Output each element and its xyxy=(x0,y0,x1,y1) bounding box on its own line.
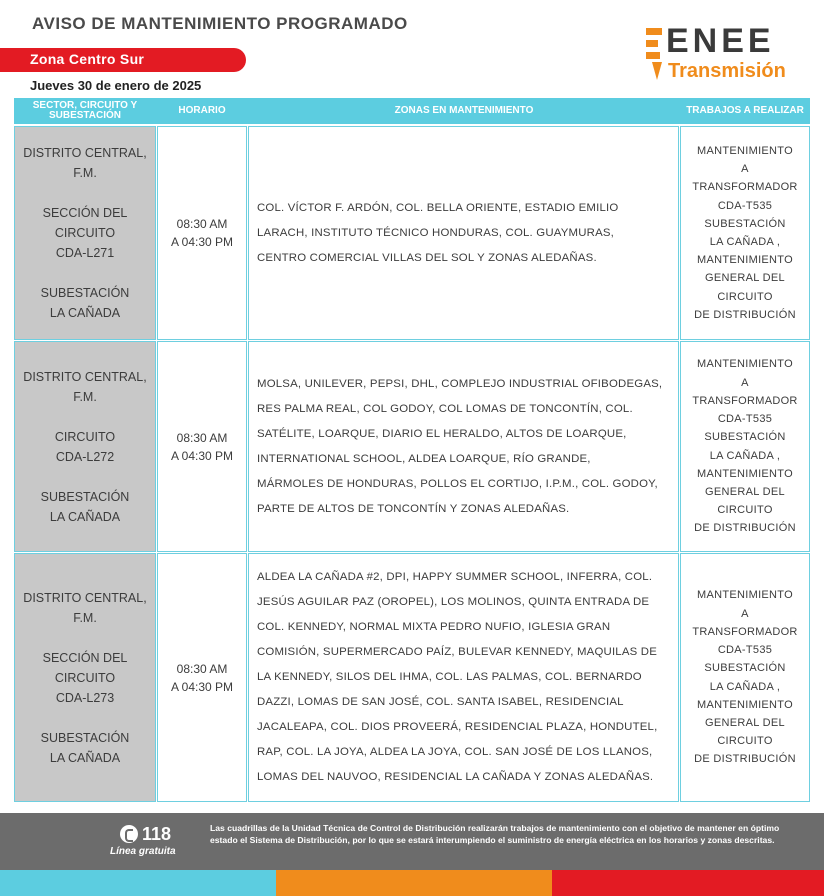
header-zonas: ZONAS EN MANTENIMIENTO xyxy=(394,105,534,116)
enee-logo xyxy=(646,22,806,86)
stripe-red xyxy=(552,870,824,896)
phone-icon xyxy=(120,825,138,843)
hotline-number: 118 xyxy=(142,824,172,844)
row-1-work: MANTENIMIENTO A TRANSFORMADOR CDA-T535 SUBESTACIÓN LA CAÑADA , MANTENIMIENTO GENERAL DEL CIRCUITO DE DISTRIBUCIÓN xyxy=(680,126,810,340)
logo-sub: Transmisión xyxy=(668,60,786,82)
footer-note: Las cuadrillas de la Unidad Técnica de Control de Distribución realizarán trabajos de mantenimiento con el objetivo de mantener en óptimo estado el Sistema de Distribución, por lo que se estará interumpiendo el suministro de energía eléctrica en los horarios y zonas descritas. xyxy=(210,823,780,845)
header-trabajos: TRABAJOS A REALIZAR xyxy=(686,105,804,116)
row-1-sector: DISTRITO CENTRAL, F.M. SECCIÓN DEL CIRCUITO CDA-L271 SUBESTACIÓN LA CAÑADA xyxy=(14,126,156,340)
notice-title: AVISO DE MANTENIMIENTO PROGRAMADO xyxy=(32,14,408,33)
row-1-hour: 08:30 AM A 04:30 PM xyxy=(157,126,247,340)
stripe-cyan xyxy=(0,870,276,896)
stripe-orange xyxy=(276,870,552,896)
row-2-hour: 08:30 AM A 04:30 PM xyxy=(157,341,247,552)
row-3-zones: ALDEA LA CAÑADA #2, DPI, HAPPY SUMMER SCHOOL, INFERRA, COL. JESÚS AGUILAR PAZ (OROPEL), LOS MOLINOS, QUINTA ENTRADA DE COL. KENNEDY, NORMAL MIXTA PEDRO NUFIO, IGLESIA GRAN COMISIÓN, SUPERMERCADO PAÍZ, BULEVAR KENNEDY, MAQUILAS DE LA KENNEDY, SILOS DEL IHMA, COL. LAS PALMAS, COL. BERNARDO DAZZI, LOMAS DE SAN JOSÉ, COL. SANTA ISABEL, RESIDENCIAL JACALEAPA, COL. DIOS PROVEERÁ, RESIDENCIAL PLAZA, HONDUTEL, RAP, COL. LA JOYA, ALDEA LA JOYA, COL. SAN JOSÉ DE LOS LLANOS, LOMAS DEL NAUVOO, RESIDENCIAL LA CAÑADA Y ZONAS ALEDAÑAS. xyxy=(248,553,679,802)
zone-label: Zona Centro Sur xyxy=(30,51,145,67)
table-header xyxy=(14,98,810,124)
lightning-icon xyxy=(646,28,664,80)
row-2-work: MANTENIMIENTO A TRANSFORMADOR CDA-T535 SUBESTACIÓN LA CAÑADA , MANTENIMIENTO GENERAL DEL CIRCUITO DE DISTRIBUCIÓN xyxy=(680,341,810,552)
logo-brand: ENEE xyxy=(666,22,775,60)
header-sector: SECTOR, CIRCUITO Y SUBESTACIÓN xyxy=(32,100,138,121)
hotline-label: Línea gratuita xyxy=(110,846,176,857)
row-2-zones: MOLSA, UNILEVER, PEPSI, DHL, COMPLEJO INDUSTRIAL OFIBODEGAS, RES PALMA REAL, COL GODOY, COL LOMAS DE TONCONTÍN, COL. SATÉLITE, LOARQUE, DIARIO EL HERALDO, ALTOS DE LOARQUE, INTERNATIONAL SCHOOL, ALDEA LOARQUE, RÍO GRANDE, MÁRMOLES DE HONDURAS, POLLOS EL CORTIJO, I.P.M., COL. GODOY, PARTE DE ALTOS DE TONCONTÍN Y ZONAS ALEDAÑAS. xyxy=(248,341,679,552)
row-1-zones: COL. VÍCTOR F. ARDÓN, COL. BELLA ORIENTE, ESTADIO EMILIO LARACH, INSTITUTO TÉCNICO HONDURAS, COL. GUAYMURAS, CENTRO COMERCIAL VILLAS DEL SOL Y ZONAS ALEDAÑAS. xyxy=(248,126,679,340)
row-3-work: MANTENIMIENTO A TRANSFORMADOR CDA-T535 SUBESTACIÓN LA CAÑADA , MANTENIMIENTO GENERAL DEL CIRCUITO DE DISTRIBUCIÓN xyxy=(680,553,810,802)
header-horario: HORARIO xyxy=(178,105,226,116)
row-2-sector: DISTRITO CENTRAL, F.M. CIRCUITO CDA-L272 SUBESTACIÓN LA CAÑADA xyxy=(14,341,156,552)
row-3-sector: DISTRITO CENTRAL, F.M. SECCIÓN DEL CIRCUITO CDA-L273 SUBESTACIÓN LA CAÑADA xyxy=(14,553,156,802)
notice-date: Jueves 30 de enero de 2025 xyxy=(30,78,202,93)
row-3-hour: 08:30 AM A 04:30 PM xyxy=(157,553,247,802)
